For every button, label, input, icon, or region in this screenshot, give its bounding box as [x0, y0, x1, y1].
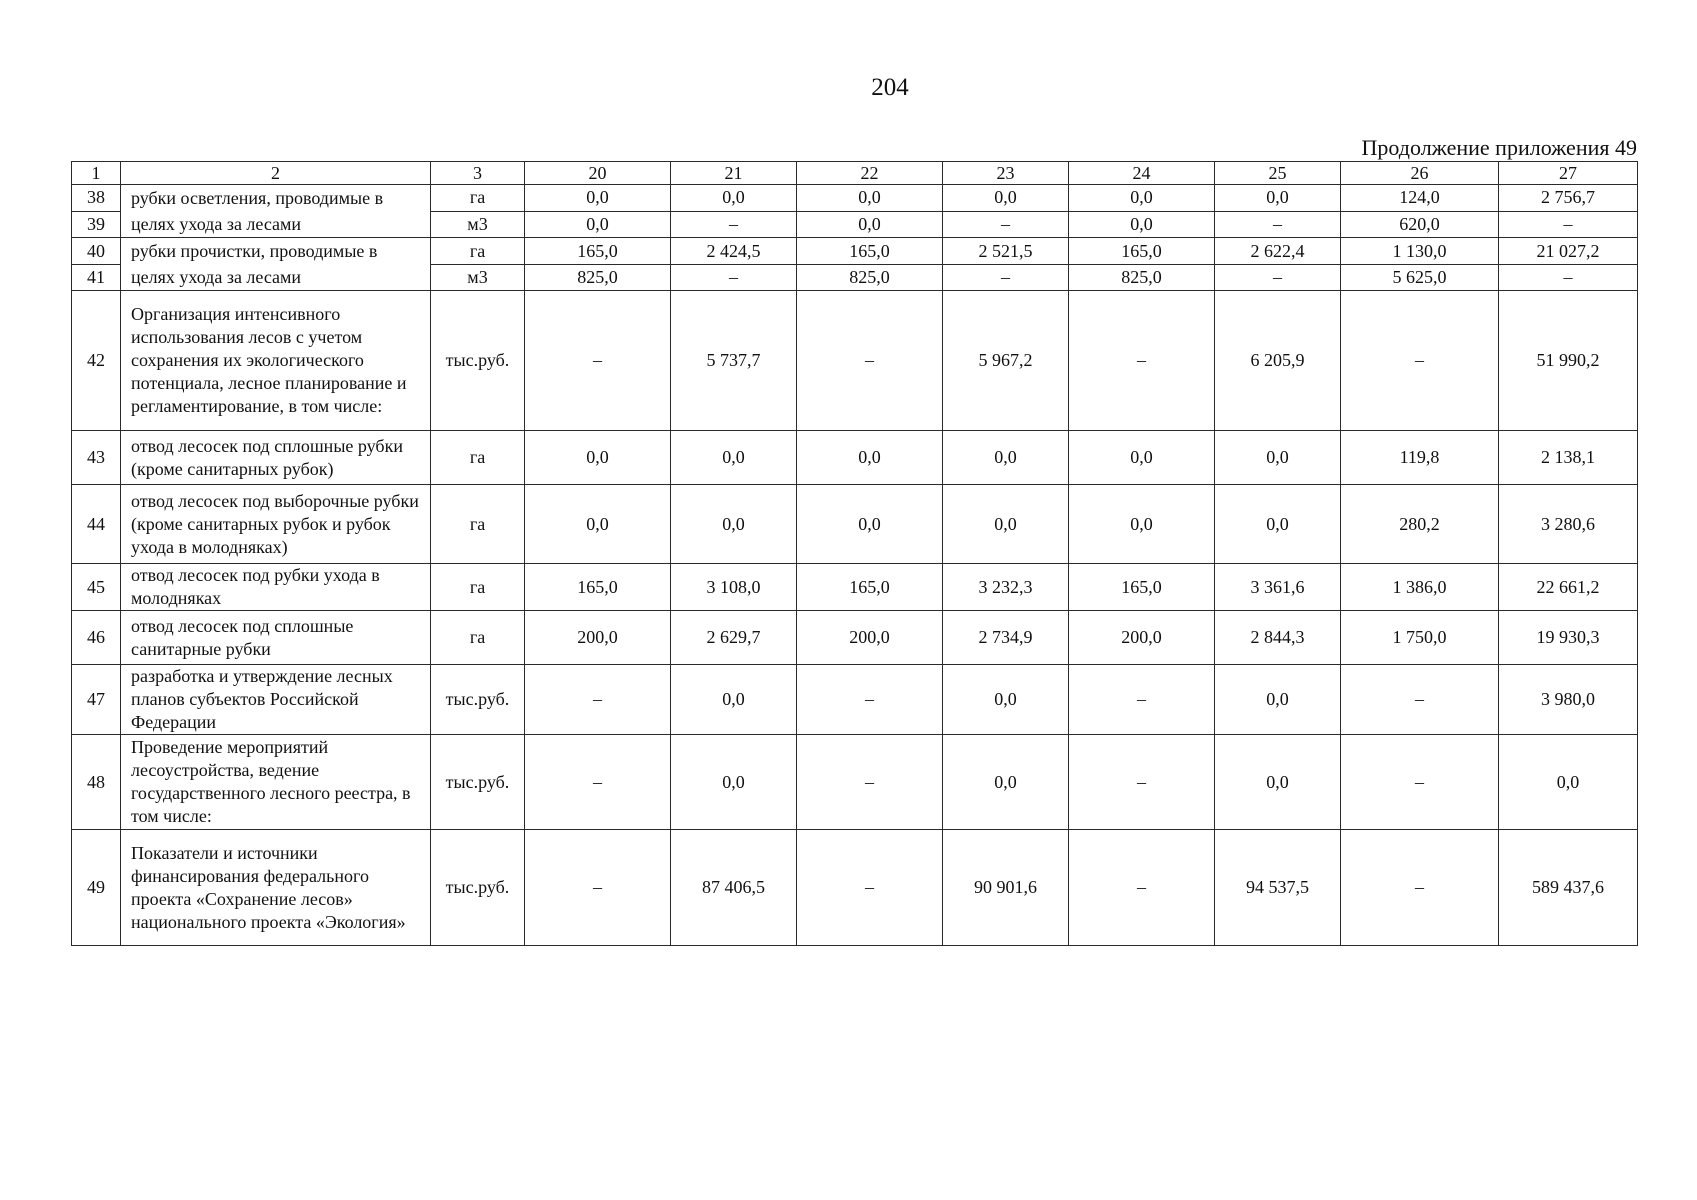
row-unit: м3: [431, 265, 525, 291]
row-number: 41: [72, 265, 121, 291]
value-cell: 0,0: [1499, 735, 1638, 830]
value-cell: 21 027,2: [1499, 238, 1638, 265]
row-name: разработка и утверждение лесных планов субъектов Российской Федерации: [121, 665, 431, 735]
table-row: [72, 830, 1638, 946]
row-number: 42: [72, 291, 121, 431]
row-name: отвод лесосек под выборочные рубки (кроме санитарных рубок и рубок ухода в молодняках): [121, 485, 431, 564]
value-cell: 200,0: [797, 611, 943, 665]
value-cell: 0,0: [797, 485, 943, 564]
header-cell: 20: [525, 162, 671, 185]
value-cell: 0,0: [525, 485, 671, 564]
value-cell: 825,0: [525, 265, 671, 291]
row-unit: тыс.руб.: [431, 291, 525, 431]
table-row: [72, 665, 1638, 735]
value-cell: 825,0: [797, 265, 943, 291]
value-cell: 90 901,6: [943, 830, 1069, 946]
value-cell: 0,0: [1215, 431, 1341, 485]
value-cell: –: [797, 665, 943, 735]
value-cell: 0,0: [1069, 185, 1215, 212]
value-cell: 1 750,0: [1341, 611, 1499, 665]
row-number: 40: [72, 238, 121, 265]
value-cell: 0,0: [943, 485, 1069, 564]
header-cell: 2: [121, 162, 431, 185]
header-cell: 26: [1341, 162, 1499, 185]
value-cell: 6 205,9: [1215, 291, 1341, 431]
value-cell: 0,0: [671, 735, 797, 830]
row-unit: тыс.руб.: [431, 735, 525, 830]
header-cell: 3: [431, 162, 525, 185]
value-cell: 589 437,6: [1499, 830, 1638, 946]
value-cell: 2 756,7: [1499, 185, 1638, 212]
value-cell: 3 280,6: [1499, 485, 1638, 564]
value-cell: 0,0: [671, 665, 797, 735]
row-unit: га: [431, 564, 525, 611]
value-cell: 0,0: [797, 431, 943, 485]
header-row: [72, 162, 1638, 185]
value-cell: –: [943, 265, 1069, 291]
row-number: 48: [72, 735, 121, 830]
value-cell: 0,0: [943, 185, 1069, 212]
value-cell: 0,0: [1069, 485, 1215, 564]
row-unit: га: [431, 185, 525, 212]
value-cell: 5 737,7: [671, 291, 797, 431]
table-row: [72, 185, 1638, 212]
value-cell: 3 232,3: [943, 564, 1069, 611]
table-row: [72, 291, 1638, 431]
row-unit: тыс.руб.: [431, 830, 525, 946]
data-table: [71, 161, 1638, 946]
row-number: 38: [72, 185, 121, 212]
row-name: отвод лесосек под сплошные рубки (кроме санитарных рубок): [121, 431, 431, 485]
value-cell: 0,0: [1215, 185, 1341, 212]
value-cell: 0,0: [1069, 431, 1215, 485]
row-unit: га: [431, 611, 525, 665]
value-cell: –: [525, 291, 671, 431]
value-cell: 22 661,2: [1499, 564, 1638, 611]
value-cell: 165,0: [1069, 564, 1215, 611]
value-cell: –: [1341, 665, 1499, 735]
value-cell: 124,0: [1341, 185, 1499, 212]
row-unit: га: [431, 485, 525, 564]
value-cell: –: [1069, 665, 1215, 735]
header-cell: 1: [72, 162, 121, 185]
header-cell: 24: [1069, 162, 1215, 185]
row-name: отвод лесосек под рубки ухода в молодняках: [121, 564, 431, 611]
value-cell: 0,0: [797, 185, 943, 212]
value-cell: 51 990,2: [1499, 291, 1638, 431]
value-cell: –: [525, 830, 671, 946]
row-number: 46: [72, 611, 121, 665]
value-cell: 0,0: [671, 485, 797, 564]
value-cell: 94 537,5: [1215, 830, 1341, 946]
table-row: [72, 611, 1638, 665]
header-cell: 25: [1215, 162, 1341, 185]
row-name: рубки прочистки, проводимые в целях ухода за лесами: [121, 238, 431, 291]
value-cell: 200,0: [1069, 611, 1215, 665]
value-cell: 3 980,0: [1499, 665, 1638, 735]
row-unit: га: [431, 431, 525, 485]
value-cell: –: [1341, 735, 1499, 830]
header-cell: 21: [671, 162, 797, 185]
value-cell: –: [671, 265, 797, 291]
value-cell: 0,0: [671, 185, 797, 212]
row-unit: м3: [431, 211, 525, 238]
value-cell: 0,0: [525, 185, 671, 212]
value-cell: 1 130,0: [1341, 238, 1499, 265]
row-name: Организация интенсивного использования лесов с учетом сохранения их экологического потенциала, лесное планирование и регламентирование, в том числе:: [121, 291, 431, 431]
row-number: 47: [72, 665, 121, 735]
value-cell: 165,0: [797, 564, 943, 611]
value-cell: 0,0: [1215, 735, 1341, 830]
value-cell: 825,0: [1069, 265, 1215, 291]
value-cell: 119,8: [1341, 431, 1499, 485]
value-cell: 0,0: [943, 665, 1069, 735]
value-cell: –: [671, 211, 797, 238]
value-cell: 87 406,5: [671, 830, 797, 946]
value-cell: 0,0: [1215, 665, 1341, 735]
value-cell: –: [1499, 265, 1638, 291]
value-cell: –: [1215, 211, 1341, 238]
header-cell: 27: [1499, 162, 1638, 185]
value-cell: –: [1069, 735, 1215, 830]
value-cell: –: [1215, 265, 1341, 291]
header-cell: 22: [797, 162, 943, 185]
value-cell: 0,0: [525, 211, 671, 238]
row-number: 49: [72, 830, 121, 946]
value-cell: 2 629,7: [671, 611, 797, 665]
value-cell: 0,0: [797, 211, 943, 238]
table-row: [72, 238, 1638, 265]
value-cell: 280,2: [1341, 485, 1499, 564]
value-cell: 620,0: [1341, 211, 1499, 238]
value-cell: 2 844,3: [1215, 611, 1341, 665]
value-cell: 1 386,0: [1341, 564, 1499, 611]
value-cell: 2 734,9: [943, 611, 1069, 665]
value-cell: 0,0: [1069, 211, 1215, 238]
value-cell: 3 108,0: [671, 564, 797, 611]
value-cell: 165,0: [1069, 238, 1215, 265]
value-cell: 200,0: [525, 611, 671, 665]
value-cell: –: [797, 830, 943, 946]
value-cell: 0,0: [943, 735, 1069, 830]
value-cell: 0,0: [671, 431, 797, 485]
row-name: рубки осветления, проводимые в целях ухода за лесами: [121, 185, 431, 238]
value-cell: 0,0: [943, 431, 1069, 485]
row-name: Проведение мероприятий лесоустройства, ведение государственного лесного реестра, в том числе:: [121, 735, 431, 830]
table-row: [72, 735, 1638, 830]
value-cell: –: [943, 211, 1069, 238]
value-cell: 3 361,6: [1215, 564, 1341, 611]
value-cell: 19 930,3: [1499, 611, 1638, 665]
value-cell: 165,0: [525, 564, 671, 611]
value-cell: 165,0: [525, 238, 671, 265]
table-row: [72, 564, 1638, 611]
value-cell: 2 424,5: [671, 238, 797, 265]
value-cell: 0,0: [1215, 485, 1341, 564]
value-cell: –: [797, 735, 943, 830]
value-cell: 0,0: [525, 431, 671, 485]
value-cell: –: [525, 665, 671, 735]
value-cell: 165,0: [797, 238, 943, 265]
row-number: 44: [72, 485, 121, 564]
value-cell: 2 622,4: [1215, 238, 1341, 265]
row-unit: тыс.руб.: [431, 665, 525, 735]
row-number: 39: [72, 211, 121, 238]
row-number: 45: [72, 564, 121, 611]
row-number: 43: [72, 431, 121, 485]
value-cell: –: [525, 735, 671, 830]
page-number: 204: [871, 74, 909, 101]
value-cell: –: [797, 291, 943, 431]
value-cell: 2 521,5: [943, 238, 1069, 265]
value-cell: –: [1341, 830, 1499, 946]
row-unit: га: [431, 238, 525, 265]
table-row: [72, 485, 1638, 564]
header-cell: 23: [943, 162, 1069, 185]
value-cell: –: [1069, 291, 1215, 431]
value-cell: 5 625,0: [1341, 265, 1499, 291]
value-cell: –: [1069, 830, 1215, 946]
value-cell: 5 967,2: [943, 291, 1069, 431]
continuation-label: Продолжение приложения 49: [1361, 135, 1637, 160]
value-cell: –: [1341, 291, 1499, 431]
table-row: [72, 431, 1638, 485]
value-cell: 2 138,1: [1499, 431, 1638, 485]
row-name: Показатели и источники финансирования федерального проекта «Сохранение лесов» национального проекта «Экология»: [121, 830, 431, 946]
row-name: отвод лесосек под сплошные санитарные рубки: [121, 611, 431, 665]
value-cell: –: [1499, 211, 1638, 238]
